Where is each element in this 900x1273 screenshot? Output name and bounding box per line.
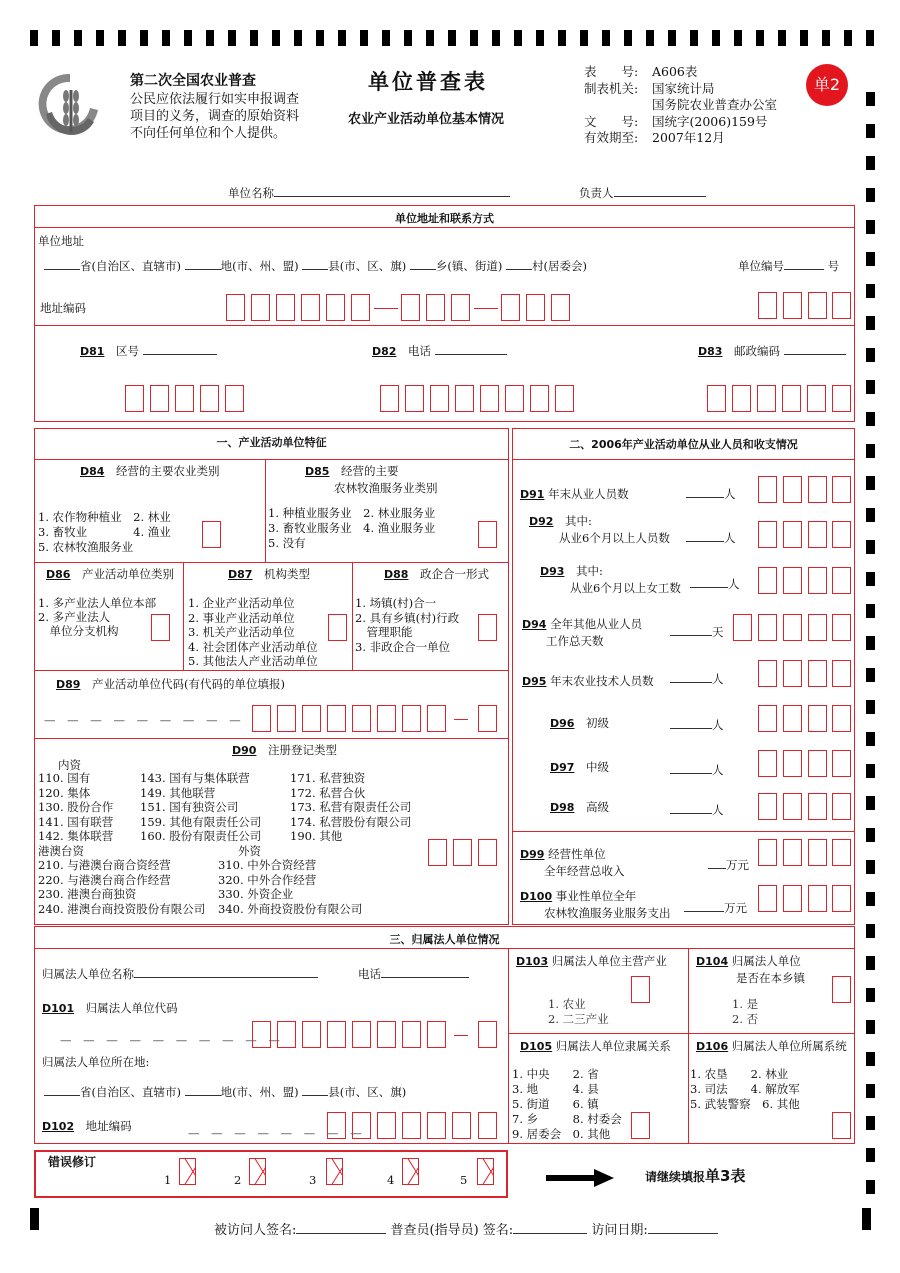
d97-unit[interactable]: 人 <box>670 762 724 778</box>
d94-row: D94 全年其他从业人员 工作总天数 <box>522 617 643 648</box>
d106-box[interactable] <box>832 1112 851 1139</box>
unit-number-field[interactable]: 单位编号 号 <box>738 259 840 273</box>
d96-row: D96 初级 <box>550 716 609 730</box>
d87-box[interactable] <box>328 614 347 641</box>
d90-hk-options: 210. 与港澳台商合资经营 220. 与港澳台商合作经营 230. 港澳台商独资 240. 港澳台商投资股份有限公司 <box>38 858 206 916</box>
d104-box[interactable] <box>832 976 851 1003</box>
d84-box[interactable] <box>202 521 221 548</box>
census-logo <box>38 70 102 142</box>
d106-label: D106 归属法人单位所属系统 <box>696 1039 847 1053</box>
foreign-label: 外资 <box>238 844 261 858</box>
d104-label: D104 归属法人单位 是否在本乡镇 <box>696 954 805 985</box>
d87-label: D87 机构类型 <box>228 567 310 581</box>
d102-label: D102 地址编码 <box>42 1119 132 1133</box>
d89-label: D89 产业活动单位代码(有代码的单位填报) <box>56 677 285 691</box>
address-code-label: 地址编码 <box>40 301 86 315</box>
arrow-right-icon <box>546 1167 616 1189</box>
d98-row: D98 高级 <box>550 800 609 814</box>
d88-label: D88 政企合一形式 <box>384 567 489 581</box>
d103-label: D103 归属法人单位主营产业 <box>516 954 667 968</box>
census-title: 第二次全国农业普查 <box>130 73 256 89</box>
d100-row: D100 事业性单位全年 农林牧渔服务业服务支出 <box>520 889 671 920</box>
d96-unit[interactable]: 人 <box>670 717 724 733</box>
d93-unit[interactable]: 人 <box>690 576 740 592</box>
d104-options: 1. 是 2. 否 <box>732 997 759 1026</box>
d88-options: 1. 场镇(村)合一 2. 具有乡镇(村)行政 管理职能 3. 非政企合一单位 <box>355 596 460 654</box>
d84-options: 1. 农作物种植业 2. 林业 3. 畜牧业 4. 渔业 5. 农林牧渔服务业 <box>38 510 171 554</box>
d100-unit[interactable]: 万元 <box>684 900 747 916</box>
d90-options-col1: 110. 国有 120. 集体 130. 股份合作 141. 国有联营 142. 集体联营 <box>38 771 114 843</box>
d105-box[interactable] <box>631 1112 650 1139</box>
section2-title: 二、2006年产业活动单位从业人员和收支情况 <box>569 438 798 451</box>
area-code-field[interactable]: D81 区号 <box>80 343 217 359</box>
d92-unit[interactable]: 人 <box>686 530 736 546</box>
errata-title: 错误修订 <box>48 1155 97 1169</box>
legal-location-line[interactable]: 省(自治区、直辖市) 地(市、州、盟) 县(市、区、旗) <box>44 1084 406 1100</box>
errata-box-5[interactable] <box>477 1158 494 1185</box>
d103-box[interactable] <box>631 976 650 1003</box>
d101-label: D101 归属法人单位代码 <box>42 1001 178 1015</box>
errata-num-1: 1 <box>164 1173 172 1187</box>
d91-unit[interactable]: 人 <box>686 486 736 502</box>
continue-note: 请继续填报单3表 <box>645 1167 746 1185</box>
unit-address-label: 单位地址 <box>38 234 84 248</box>
corner-mark <box>30 1208 39 1230</box>
d85-box[interactable] <box>478 521 497 548</box>
signature-line[interactable]: 被访问人签名: 普查员(指导员) 签名: 访问日期: <box>214 1219 718 1238</box>
d85-label: D85 经营的主要 农林牧渔服务业类别 <box>305 464 438 495</box>
d106-options: 1. 农垦 2. 林业 3. 司法 4. 解放军 5. 武装警察 6. 其他 <box>690 1067 800 1111</box>
d97-row: D97 中级 <box>550 760 609 774</box>
d87-options: 1. 企业产业活动单位 2. 事业产业活动单位 3. 机关产业活动单位 4. 社会团体产业活动单位 5. 其他法人产业活动单位 <box>188 596 318 668</box>
d90-label: D90 注册登记类型 <box>232 743 337 757</box>
section3-title: 三、归属法人单位情况 <box>389 933 500 946</box>
d89-dashes: — — — — — — — — — <box>44 713 245 727</box>
d90-options-col2: 143. 国有与集体联营 149. 其他联营 151. 国有独资公司 159. 其他有限责任公司 160. 股份有限责任公司 <box>140 771 262 843</box>
legal-unit-name-field[interactable]: 归属法人单位名称 <box>42 966 318 982</box>
errata-box-1[interactable] <box>179 1158 196 1185</box>
d92-row: D92 其中: 从业6个月以上人员数 <box>529 514 670 545</box>
d88-box[interactable] <box>478 614 497 641</box>
d101-dashes: — — — — — — — — — — <box>60 1033 284 1047</box>
d93-row: D93 其中: 从业6个月以上女工数 <box>540 564 681 595</box>
d86-options: 1. 多产业法人单位本部 2. 多产业法人 单位分支机构 <box>38 596 157 638</box>
legal-location-label: 归属法人单位所在地: <box>42 1055 150 1069</box>
d94-unit[interactable]: 天 <box>670 624 724 640</box>
d85-options: 1. 种植业服务业 2. 林业服务业 3. 畜牧业服务业 4. 渔业服务业 5. 没有 <box>268 506 436 550</box>
corner-mark <box>862 1208 871 1230</box>
form-subtitle: 农业产业活动单位基本情况 <box>348 112 505 127</box>
postal-code-field[interactable]: D83 邮政编码 <box>698 343 846 359</box>
d90-foreign-options: 310. 中外合资经营 320. 中外合作经营 330. 外资企业 340. 外商投资股份有限公司 <box>218 858 363 916</box>
form-meta: 表 号: A606表 制表机关: 国家统计局 国务院农业普查办公室 文 号: 国统字(2006)159号 有效期至: 2007年12月 <box>584 64 778 145</box>
d98-unit[interactable]: 人 <box>670 802 724 818</box>
d105-options: 1. 中央 2. 省 3. 地 4. 县 5. 街道 6. 镇 7. 乡 8. 村委会 9. 居委会 0. 其他 <box>512 1067 622 1141</box>
d86-label: D86 产业活动单位类别 <box>46 567 174 581</box>
d95-row: D95 年末农业技术人员数 <box>522 674 654 688</box>
d90-options-col3: 171. 私营独资 172. 私营合伙 173. 私营有限责任公司 174. 私营股份有限公司 190. 其他 <box>290 771 412 843</box>
section1-title: 一、产业活动单位特征 <box>216 436 327 449</box>
unit-name-field[interactable]: 单位名称 <box>228 185 510 201</box>
errata-num-2: 2 <box>234 1173 242 1187</box>
responsible-field[interactable]: 负责人 <box>579 185 706 201</box>
errata-num-4: 4 <box>387 1173 395 1187</box>
d84-label: D84 经营的主要农业类别 <box>80 464 220 478</box>
errata-box-3[interactable] <box>326 1158 343 1185</box>
confidentiality-notice: 公民应依法履行如实申报调查 项目的义务，调查的原始资料 不向任何单位和个人提供。 <box>130 92 300 141</box>
errata-box-4[interactable] <box>402 1158 419 1185</box>
d95-unit[interactable]: 人 <box>670 671 724 687</box>
errata-num-5: 5 <box>460 1173 468 1187</box>
d105-label: D105 归属法人单位隶属关系 <box>520 1039 671 1053</box>
address-section-title: 单位地址和联系方式 <box>395 212 494 225</box>
form-badge: 单2 <box>806 64 848 106</box>
d91-row: D91 年末从业人员数 <box>520 487 629 501</box>
errata-num-3: 3 <box>309 1173 317 1187</box>
errata-box-2[interactable] <box>249 1158 266 1185</box>
d102-dashes: — — — — — — — — <box>188 1126 366 1140</box>
legal-unit-phone-field[interactable]: 电话 <box>358 966 469 982</box>
unit-address-line[interactable]: 省(自治区、直辖市) 地(市、州、盟) 县(市、区、旗) 乡(镇、街道) 村(居委会) <box>44 258 587 274</box>
d99-unit[interactable]: 万元 <box>708 857 749 873</box>
d103-options: 1. 农业 2. 二三产业 <box>548 997 609 1026</box>
d99-row: D99 经营性单位 全年经营总收入 <box>520 847 625 878</box>
phone-field[interactable]: D82 电话 <box>372 343 507 359</box>
errata-section <box>34 1150 508 1198</box>
d86-box[interactable] <box>151 614 170 641</box>
domestic-label: 内资 <box>58 758 81 772</box>
hk-label: 港澳台资 <box>38 844 84 858</box>
form-title: 单位普查表 <box>368 69 488 94</box>
